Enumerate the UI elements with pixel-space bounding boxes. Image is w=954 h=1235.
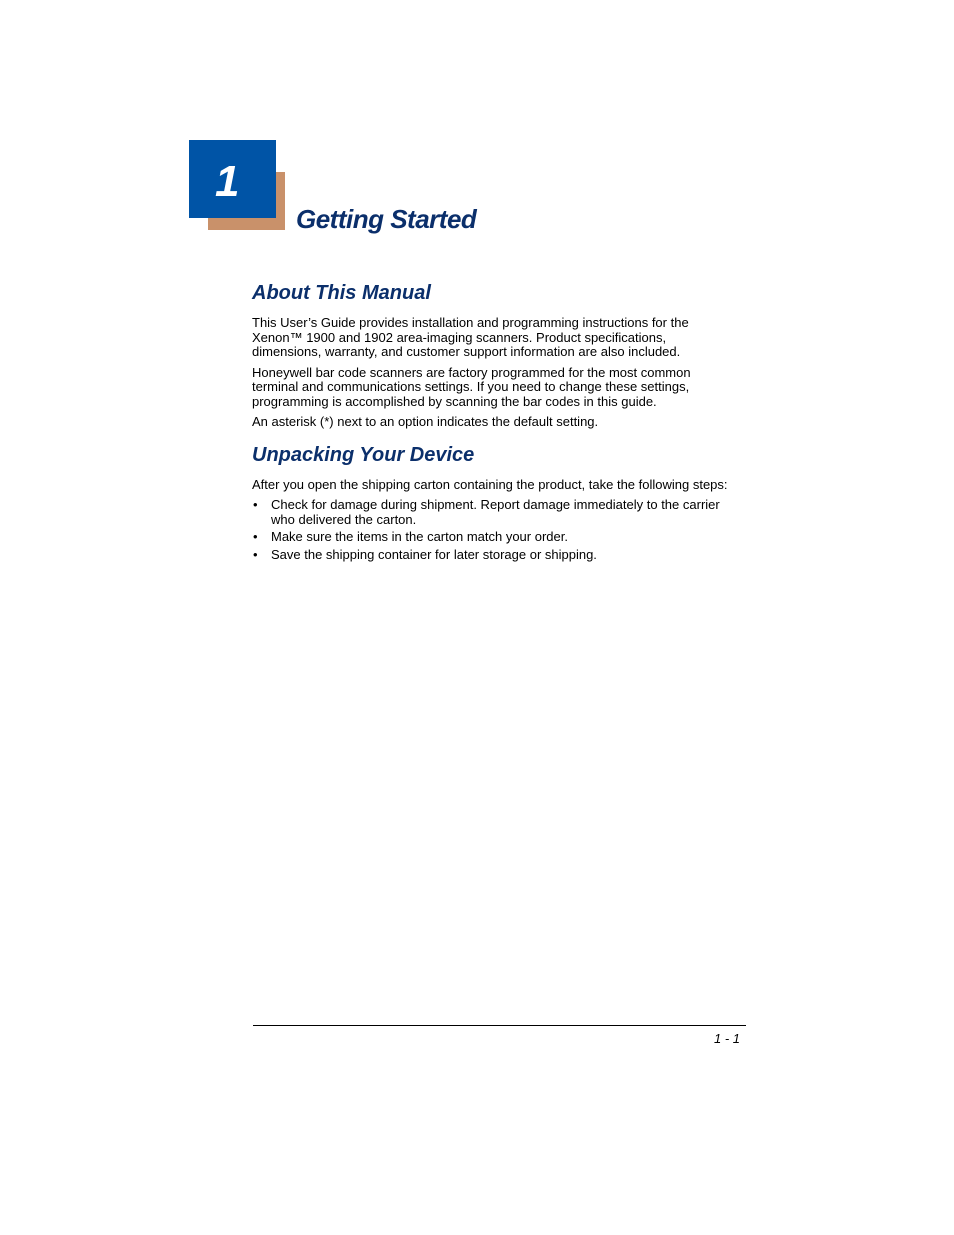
list-item [252,498,736,527]
page-content [252,280,736,565]
list-item-text: Save the shipping container for later storage or shipping. [271,546,597,562]
list-item-text: Make sure the items in the carton match your order. [271,529,568,544]
unpacking-steps-list [252,498,736,562]
paragraph-users-guide-intro: This User’s Guide provides installation and programming instructions for the Xenon™ 1900 and 1902 area-imaging scanners. Product specifications, dimensions, warranty, and customer support information are also included. [252,315,689,359]
section-heading-unpacking-device: Unpacking Your Device [252,443,475,466]
footer-divider [253,1025,746,1026]
paragraph-asterisk-default: An asterisk (*) next to an option indicates the default setting. [252,414,599,429]
paragraph-factory-programmed: Honeywell bar code scanners are factory programmed for the most common terminal and communications settings. If you need to change these settings, programming is accomplished by scanning the bar codes in this guide. [252,364,691,409]
paragraph-unpacking-intro: After you open the shipping carton containing the product, take the following steps: [252,476,728,492]
chapter-title: Getting Started [296,204,477,234]
list-item-text: Check for damage during shipment. Report damage immediately to the carrier who delivered the carton. [271,497,720,527]
bullet-icon: • [253,546,258,562]
chapter-number: 1 [215,157,240,206]
bullet-icon: • [253,529,258,544]
bullet-icon: • [253,497,258,512]
list-item [252,548,736,563]
section-heading-about-manual: About This Manual [252,282,431,304]
page-number: 1 - 1 [713,1031,740,1046]
list-item [252,530,736,545]
